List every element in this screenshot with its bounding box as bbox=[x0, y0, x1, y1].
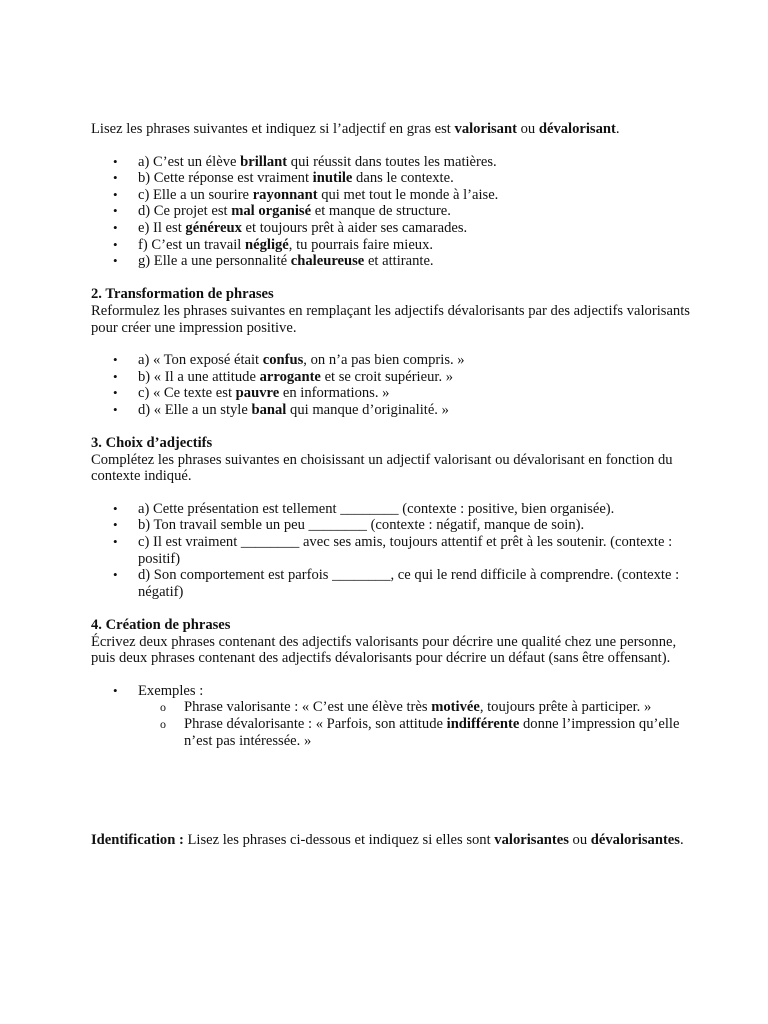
item-bold: chaleureuse bbox=[290, 253, 365, 270]
item-bold: indifférente bbox=[446, 716, 520, 732]
item-text: f) C’est un travail bbox=[138, 236, 245, 253]
identification-end: . bbox=[679, 832, 684, 849]
list-item bbox=[91, 170, 691, 187]
list-item bbox=[91, 154, 691, 171]
list-item bbox=[91, 683, 691, 749]
bullet-icon: • bbox=[113, 153, 118, 169]
intro-bold-devalorisant: dévalorisant bbox=[538, 121, 616, 137]
spacer bbox=[91, 749, 691, 832]
list-item bbox=[91, 253, 691, 270]
item-bold: pauvre bbox=[235, 385, 280, 402]
examples-label: Exemples : bbox=[138, 682, 204, 699]
bullet-icon: • bbox=[113, 517, 118, 533]
intro-text: Lisez les phrases suivantes et indiquez si l’adjectif en gras est bbox=[91, 121, 455, 137]
section4-title: 4. Création de phrases bbox=[91, 617, 231, 634]
bullet-icon: • bbox=[113, 236, 118, 252]
section3-title: 3. Choix d’adjectifs bbox=[91, 435, 213, 452]
bullet-icon: • bbox=[113, 253, 118, 269]
item-text: d) Son comportement est parfois ________, ce qui le rend difficile à comprendre. (contexte : négatif) bbox=[138, 567, 680, 600]
item-text: , toujours prête à participer. » bbox=[479, 699, 652, 716]
list-item bbox=[91, 385, 691, 402]
list-item bbox=[91, 501, 691, 518]
item-text: g) Elle a une personnalité bbox=[138, 253, 291, 270]
circle-bullet-icon: o bbox=[160, 717, 166, 731]
section4-list bbox=[91, 683, 691, 749]
item-text: et toujours prêt à aider ses camarades. bbox=[241, 219, 468, 236]
list-item bbox=[138, 716, 691, 749]
bullet-icon: • bbox=[113, 186, 118, 202]
bullet-icon: • bbox=[113, 219, 118, 235]
list-item bbox=[91, 567, 691, 600]
section2-list bbox=[91, 352, 691, 418]
item-text: e) Il est bbox=[138, 219, 186, 236]
identification-paragraph bbox=[91, 832, 691, 849]
identification-bold-devalorisantes: dévalorisantes bbox=[590, 832, 680, 849]
item-text: a) « Ton exposé était bbox=[138, 352, 263, 369]
intro-end: . bbox=[615, 121, 620, 137]
bullet-icon: • bbox=[113, 401, 118, 417]
item-text: donne l’impression qu’elle n’est pas intéressée. » bbox=[184, 716, 680, 749]
item-bold: généreux bbox=[185, 219, 242, 236]
item-text: a) C’est un élève bbox=[138, 153, 241, 170]
section1-list bbox=[91, 154, 691, 270]
item-text: qui met tout le monde à l’aise. bbox=[317, 186, 499, 203]
intro-paragraph bbox=[91, 121, 691, 138]
item-text: c) Il est vraiment ________ avec ses amis, toujours attentif et prêt à les soutenir. (contexte : positif) bbox=[138, 534, 673, 567]
item-text: et se croit supérieur. » bbox=[320, 368, 454, 385]
item-text: d) « Elle a un style bbox=[138, 401, 252, 418]
item-bold: négligé bbox=[245, 236, 289, 253]
bullet-icon: • bbox=[113, 500, 118, 516]
section4-instructions: Écrivez deux phrases contenant des adjectifs valorisants pour décrire une qualité chez une personne, puis deux phrases contenant des adjectifs dévalorisants pour décrire un défaut (sans être offensant). bbox=[91, 633, 677, 667]
section3-list bbox=[91, 501, 691, 601]
item-text: b) « Il a une attitude bbox=[138, 368, 260, 385]
item-text: et attirante. bbox=[364, 253, 434, 270]
bullet-icon: • bbox=[113, 682, 118, 698]
intro-mid: ou bbox=[516, 121, 539, 137]
section2-title: 2. Transformation de phrases bbox=[91, 286, 274, 303]
list-item bbox=[91, 352, 691, 369]
circle-bullet-icon: o bbox=[160, 700, 166, 715]
item-text: b) Ton travail semble un peu ________ (contexte : négatif, manque de soin). bbox=[138, 517, 585, 534]
item-bold: motivée bbox=[431, 699, 480, 716]
bullet-icon: • bbox=[113, 385, 118, 401]
bullet-icon: • bbox=[113, 170, 118, 186]
item-text: , tu pourrais faire mieux. bbox=[288, 236, 434, 253]
list-item bbox=[91, 220, 691, 237]
item-text: , on n’a pas bien compris. » bbox=[303, 352, 465, 369]
item-bold: mal organisé bbox=[231, 203, 312, 220]
item-text: Phrase dévalorisante : « Parfois, son attitude bbox=[184, 716, 447, 732]
bullet-icon: • bbox=[113, 203, 118, 219]
item-bold: rayonnant bbox=[252, 186, 318, 203]
item-text: c) « Ce texte est bbox=[138, 385, 236, 402]
list-item bbox=[91, 369, 691, 386]
bullet-icon: • bbox=[113, 567, 118, 583]
item-bold: inutile bbox=[312, 170, 353, 187]
item-text: et manque de structure. bbox=[311, 203, 451, 220]
item-text: d) Ce projet est bbox=[138, 203, 232, 220]
item-text: b) Cette réponse est vraiment bbox=[138, 170, 313, 187]
list-item bbox=[91, 237, 691, 254]
list-item bbox=[91, 402, 691, 419]
list-item bbox=[91, 517, 691, 534]
identification-label: Identification : bbox=[91, 832, 184, 849]
bullet-icon: • bbox=[113, 352, 118, 368]
bullet-icon: • bbox=[113, 368, 118, 384]
item-text: dans le contexte. bbox=[352, 170, 454, 187]
item-text: qui réussit dans toutes les matières. bbox=[287, 153, 497, 170]
spacer bbox=[91, 419, 691, 436]
bullet-icon: • bbox=[113, 534, 118, 550]
item-text: qui manque d’originalité. » bbox=[286, 401, 449, 418]
item-text: c) Elle a un sourire bbox=[138, 186, 253, 203]
item-text: en informations. » bbox=[279, 385, 390, 402]
worksheet-page bbox=[91, 121, 691, 849]
list-item bbox=[91, 187, 691, 204]
identification-mid: ou bbox=[568, 832, 591, 849]
item-text: Phrase valorisante : « C’est une élève très bbox=[184, 699, 432, 716]
identification-text: Lisez les phrases ci-dessous et indiquez si elles sont bbox=[183, 832, 495, 849]
intro-bold-valorisant: valorisant bbox=[454, 121, 517, 137]
spacer bbox=[91, 270, 691, 287]
list-item bbox=[91, 534, 691, 567]
item-bold: arrogante bbox=[259, 368, 321, 385]
spacer bbox=[91, 600, 691, 617]
list-item bbox=[91, 203, 691, 220]
section3-instructions: Complétez les phrases suivantes en choisissant un adjectif valorisant ou dévalorisant en fonction du contexte indiqué. bbox=[91, 451, 673, 485]
item-bold: confus bbox=[262, 352, 304, 369]
section2-instructions: Reformulez les phrases suivantes en remplaçant les adjectifs dévalorisants par des adjectifs valorisants pour créer une impression positive. bbox=[91, 302, 690, 336]
identification-bold-valorisantes: valorisantes bbox=[494, 832, 569, 849]
list-item bbox=[138, 699, 691, 716]
item-text: a) Cette présentation est tellement ________ (contexte : positive, bien organisée). bbox=[138, 500, 615, 517]
item-bold: brillant bbox=[240, 153, 288, 170]
examples-sublist bbox=[138, 699, 691, 749]
item-bold: banal bbox=[251, 401, 287, 418]
